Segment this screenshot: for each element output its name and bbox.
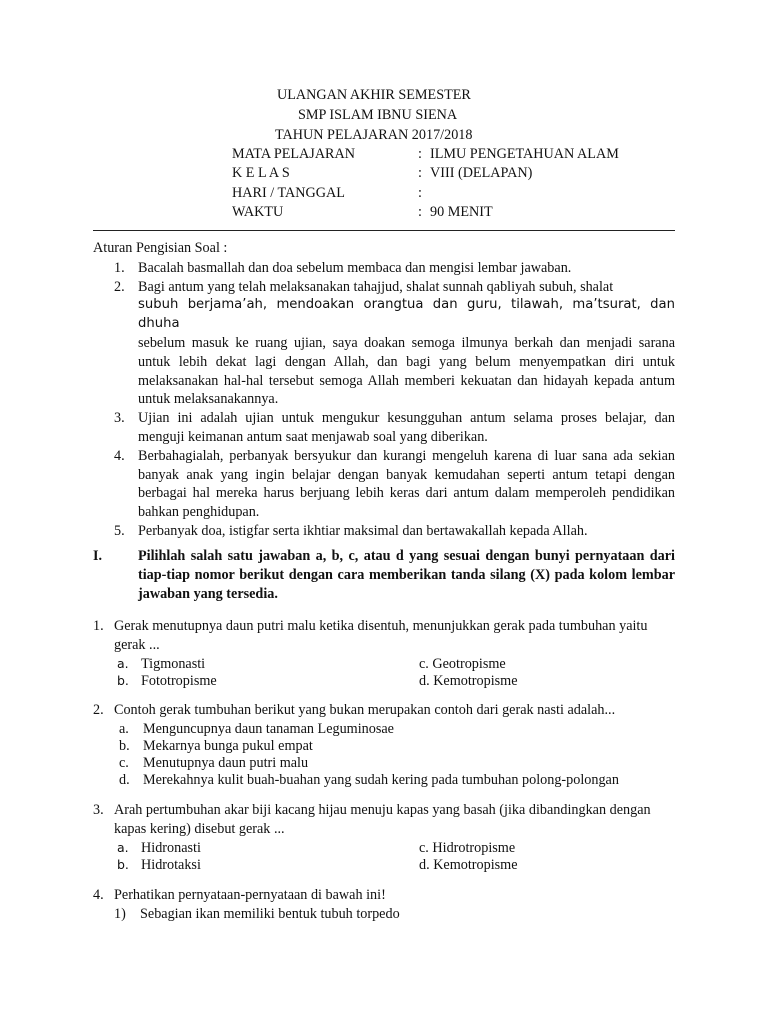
option-c[interactable] <box>419 655 506 674</box>
question-text: Perhatikan pernyataan-pernyataan di bawah ini! <box>114 887 386 903</box>
rule-number: 5. <box>114 522 125 539</box>
option-row <box>93 771 693 788</box>
question-number: 4. <box>93 887 104 903</box>
info-label: WAKTU <box>232 204 284 220</box>
option-c[interactable] <box>419 839 515 858</box>
statement-text: Sebagian ikan memiliki bentuk tubuh torpedo <box>140 905 400 922</box>
option-text: Tigmonasti <box>141 655 206 672</box>
option-text: c. Geotropisme <box>419 655 506 672</box>
option-label: b. <box>117 856 129 872</box>
option-text: Merekahnya kulit buah-buahan yang sudah kering pada tumbuhan polong-polongan <box>143 771 619 788</box>
section-instruction-text: Pilihlah salah satu jawaban a, b, c, atau d yang sesuai dengan bunyi pernyataan dari tiap-tiap nomor berikut dengan cara memberikan tanda silang (X) pada kolom lembar jawaban yang tersedia. <box>138 548 675 602</box>
statement-label: 1) <box>114 905 126 922</box>
info-colon: : <box>418 204 422 220</box>
option-row <box>93 754 693 771</box>
option-row <box>93 737 693 754</box>
question-3 <box>93 801 693 873</box>
option-label: a. <box>117 839 129 855</box>
rules-list <box>93 259 675 541</box>
rules-block <box>93 239 675 541</box>
option-d[interactable] <box>419 672 518 691</box>
option-row <box>93 720 693 737</box>
info-label: HARI / TANGGAL <box>232 185 345 201</box>
option-b[interactable] <box>117 672 217 691</box>
option-b[interactable] <box>117 856 201 875</box>
option-text: Fototropisme <box>141 672 217 689</box>
option-d[interactable] <box>119 771 619 790</box>
school-name: SMP ISLAM IBNU SIENA <box>298 107 458 123</box>
option-a[interactable] <box>119 720 394 739</box>
question-text: Arah pertumbuhan akar biji kacang hijau menuju kapas yang basah (jika dibandingkan dengan kapas kering) disebut gerak ... <box>114 802 651 837</box>
question-text: Gerak menutupnya daun putri malu ketika disentuh, menunjukkan gerak pada tumbuhan yaitu gerak ... <box>114 618 648 653</box>
question-number: 2. <box>93 702 104 718</box>
option-a[interactable] <box>117 655 205 674</box>
rule-number: 2. <box>114 278 125 295</box>
rule-text: sebelum masuk ke ruang ujian, saya doakan semoga ilmunya berkah dan menjadi sarana untuk lebih dekat lagi dengan Allah, dan bagi yang belum menyempatkan diri untuk melaksanakan hal-hal tersebut semoga Allah memberi kekuatan dan hidayah kepada antum untuk melaksanakannya. <box>138 334 675 408</box>
rule-text: Berbahagialah, perbanyak bersyukur dan kurangi mengeluh karena di luar sana ada sekian banyak anak yang ingin belajar dengan banyak kemudahan seperti antum tetapi dengan berbagai hal mereka harus berjuang lebih keras dari antum dalam memperoleh pendidikan bahkan penghidupan. <box>138 447 675 521</box>
option-label: d. <box>119 771 130 788</box>
option-row <box>93 672 693 689</box>
question-2 <box>93 701 693 788</box>
question-number: 3. <box>93 802 104 818</box>
rule-text: Perbanyak doa, istigfar serta ikhtiar maksimal dan bertawakallah kepada Allah. <box>138 522 588 539</box>
question-text: Contoh gerak tumbuhan berikut yang bukan merupakan contoh dari gerak nasti adalah... <box>114 702 616 718</box>
option-a[interactable] <box>117 839 201 858</box>
info-colon: : <box>418 165 422 181</box>
info-colon: : <box>418 146 422 162</box>
rule-number: 1. <box>114 259 125 276</box>
option-text: Menutupnya daun putri malu <box>143 754 309 771</box>
rule-item <box>93 278 675 410</box>
statement-row <box>93 905 693 922</box>
school-year: TAHUN PELAJARAN 2017/2018 <box>275 127 473 143</box>
rule-text: Bagi antum yang telah melaksanakan tahajjud, shalat sunnah qabliyah subuh, shalat <box>138 278 614 295</box>
option-text: d. Kemotropisme <box>419 672 518 689</box>
question-4 <box>93 886 693 922</box>
info-label: MATA PELAJARAN <box>232 146 356 162</box>
option-text: d. Kemotropisme <box>419 856 518 873</box>
option-label: a. <box>119 720 129 737</box>
option-label: b. <box>119 737 130 754</box>
option-text: Mekarnya bunga pukul empat <box>143 737 313 754</box>
option-row <box>93 655 693 672</box>
option-c[interactable] <box>119 754 308 773</box>
rule-item <box>93 409 675 447</box>
info-value: 90 MENIT <box>430 204 493 220</box>
rule-number: 3. <box>114 410 125 427</box>
question-1 <box>93 617 693 689</box>
rule-text: Bacalah basmallah dan doa sebelum membaca dan mengisi lembar jawaban. <box>138 259 572 276</box>
option-text: Hidronasti <box>141 839 201 856</box>
option-row <box>93 839 693 856</box>
info-value: VIII (DELAPAN) <box>430 165 533 181</box>
option-label: c. <box>119 754 129 771</box>
option-label: b. <box>117 672 129 688</box>
statement-1 <box>114 905 400 924</box>
question-number: 1. <box>93 618 104 634</box>
info-label: K E L A S <box>232 165 290 181</box>
option-b[interactable] <box>119 737 313 756</box>
rules-title: Aturan Pengisian Soal : <box>93 240 228 256</box>
rule-number: 4. <box>114 447 125 464</box>
section-number: I. <box>93 548 103 564</box>
rule-item <box>93 447 675 522</box>
rule-item <box>93 259 675 278</box>
section-instructions <box>93 547 675 603</box>
option-text: c. Hidrotropisme <box>419 839 516 856</box>
option-text: Hidrotaksi <box>141 856 201 873</box>
option-text: Menguncupnya daun tanaman Leguminosae <box>143 720 394 737</box>
option-row <box>93 856 693 873</box>
option-d[interactable] <box>419 856 518 875</box>
info-value: ILMU PENGETAHUAN ALAM <box>430 146 619 162</box>
header-divider <box>93 230 675 231</box>
rule-item <box>93 522 675 541</box>
info-colon: : <box>418 185 422 201</box>
rule-text: subuh berjama’ah, mendoakan orangtua dan guru, tilawah, ma’tsurat, dan dhuha <box>138 297 675 332</box>
exam-title: ULANGAN AKHIR SEMESTER <box>277 87 471 103</box>
option-label: a. <box>117 655 129 671</box>
rule-text: Ujian ini adalah ujian untuk mengukur kesungguhan antum selama proses belajar, dan menguji keimanan antum saat menjawab soal yang diberikan. <box>138 410 675 445</box>
